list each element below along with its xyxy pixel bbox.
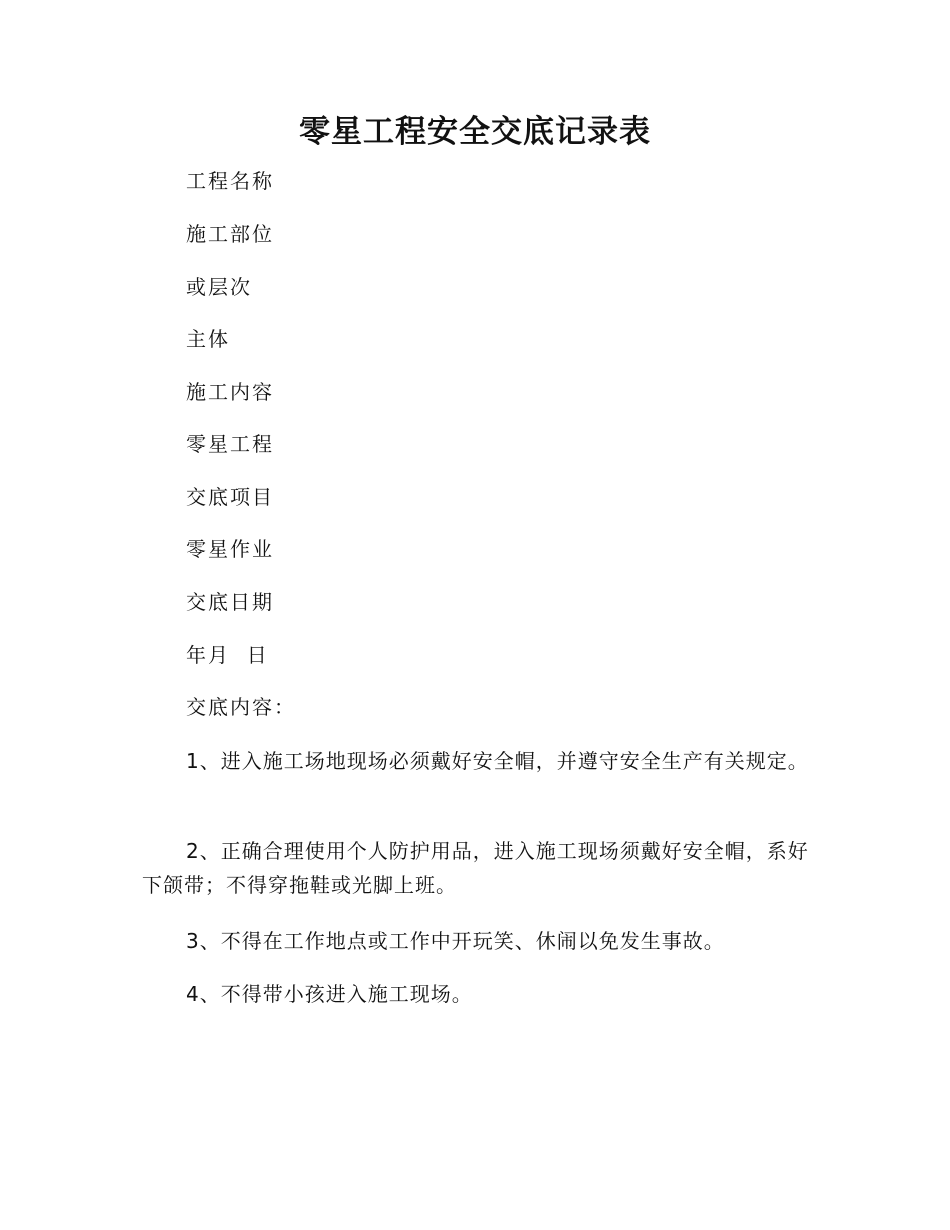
field-level-label: 或层次 <box>186 275 252 299</box>
field-date-value: 年月 日 <box>186 643 269 667</box>
briefing-paragraph-3: 3、不得在工作地点或工作中开玩笑、休闹以免发生事故。 <box>186 929 725 953</box>
field-sporadic-work-value: 零星作业 <box>186 537 274 561</box>
field-sporadic-project-value: 零星工程 <box>186 432 274 456</box>
field-construction-content-label: 施工内容 <box>186 380 274 404</box>
field-briefing-content-label: 交底内容： <box>186 695 296 719</box>
page-title: 零星工程安全交底记录表 <box>299 114 651 150</box>
briefing-paragraph-1: 1、进入施工场地现场必须戴好安全帽，并遵守安全生产有关规定。 <box>186 749 809 773</box>
briefing-paragraph-2: 2、正确合理使用个人防护用品，进入施工现场须戴好安全帽，系好下颌带；不得穿拖鞋或光脚上班。 <box>142 839 809 897</box>
field-construction-part-label: 施工部位 <box>186 222 274 246</box>
field-briefing-item-label: 交底项目 <box>186 485 274 509</box>
briefing-paragraph-4: 4、不得带小孩进入施工现场。 <box>186 982 473 1006</box>
field-project-name-label: 工程名称 <box>186 169 274 193</box>
field-main-body-value: 主体 <box>186 327 230 351</box>
field-briefing-date-label: 交底日期 <box>186 590 274 614</box>
